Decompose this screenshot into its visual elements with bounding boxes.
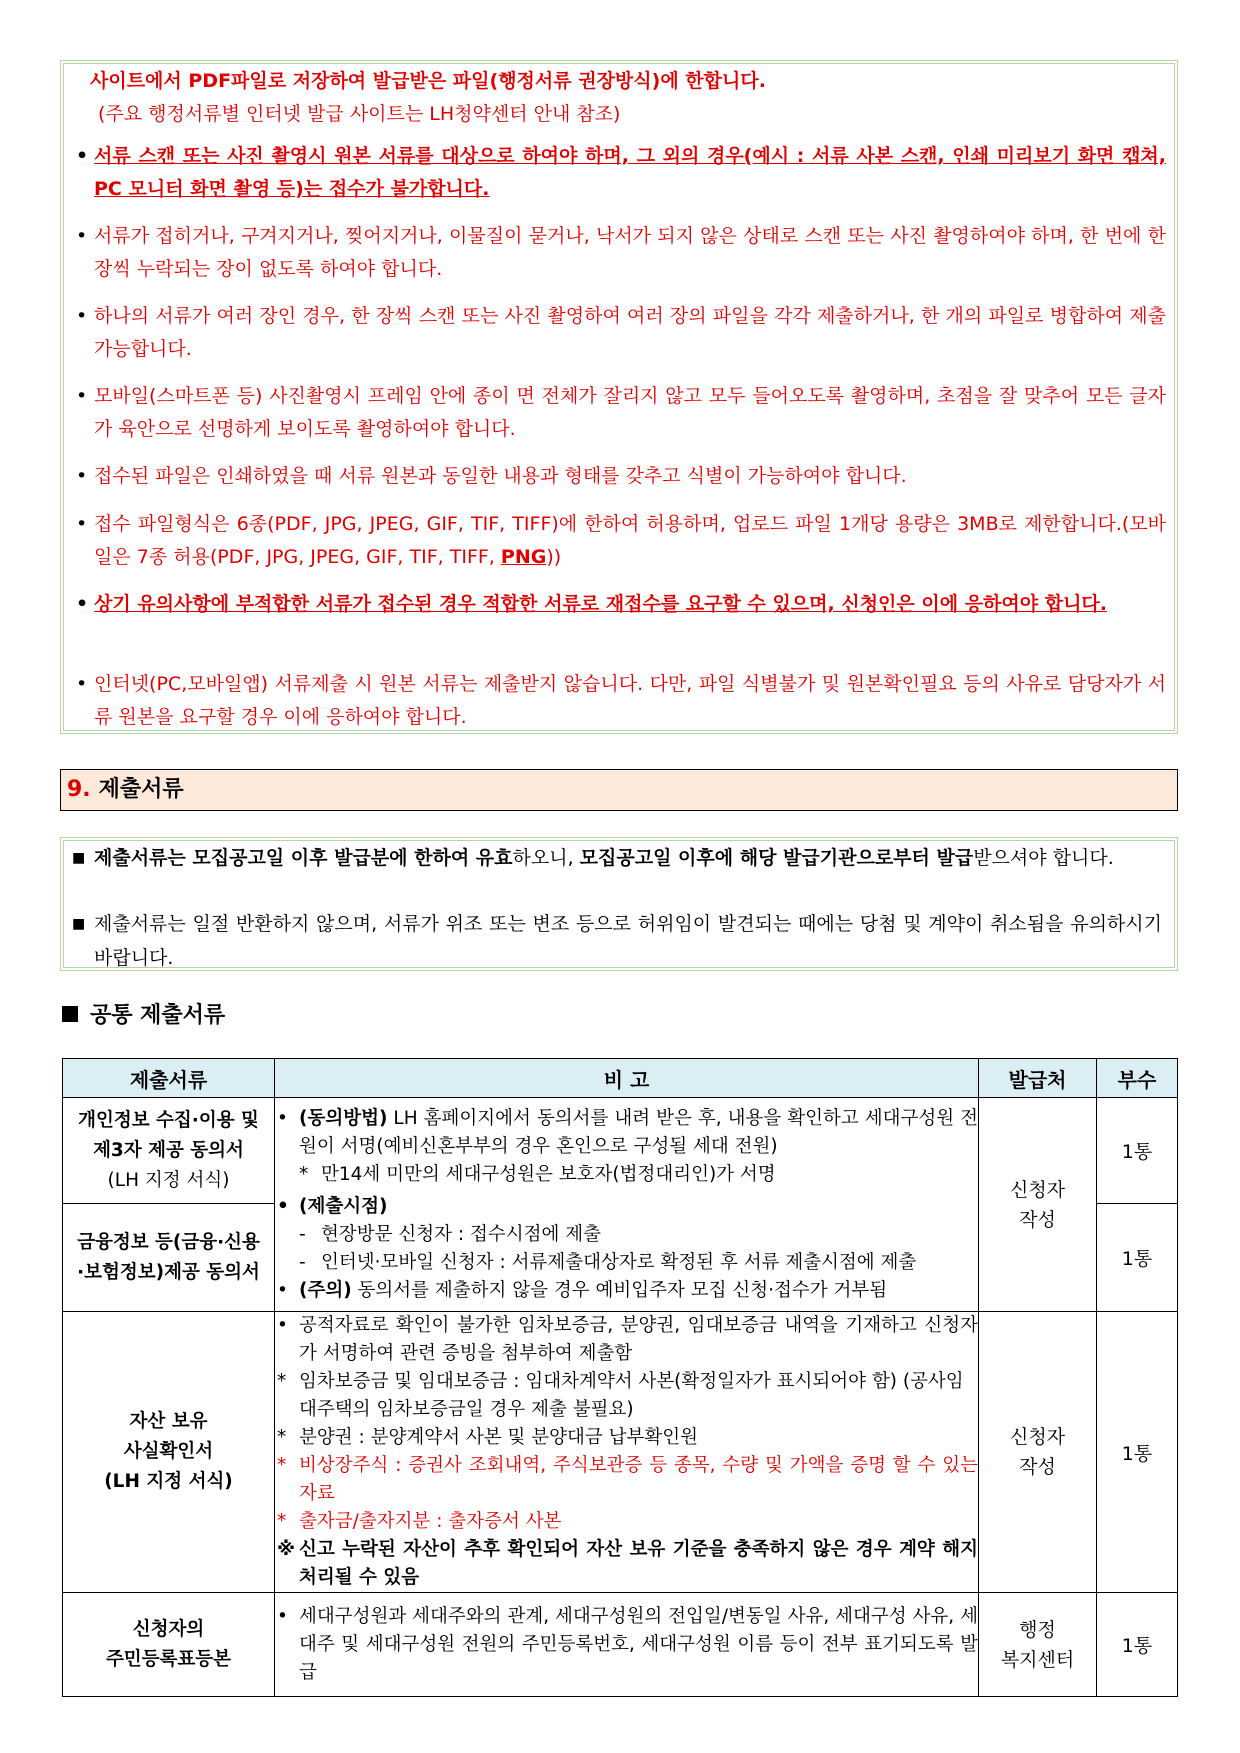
- documents-table: [62, 1058, 1178, 1697]
- png-format: PNG: [500, 546, 547, 568]
- info-item-2: ■ 제출서류는 일절 반환하지 않으며, 서류가 위조 또는 변조 등으로 허위임이 발견되는 때에는 당첨 및 계약이 취소됨을 유의하시기 바랍니다.: [72, 907, 1162, 975]
- square-bullet: ■: [72, 850, 86, 866]
- table-row: [63, 1593, 1178, 1697]
- bullet-mark: •: [76, 225, 88, 247]
- header-issuer: 발급처: [979, 1059, 1097, 1098]
- bullet-mark: •: [76, 145, 89, 167]
- count-cell: 1통: [1097, 1098, 1178, 1204]
- notice-item-7: • 상기 유의사항에 부적합한 서류가 접수된 경우 적합한 서류로 재접수를 요구할 수 있으며, 신청인은 이에 응하여야 합니다.: [76, 588, 1166, 621]
- section-title: 제출서류: [98, 777, 184, 802]
- notice-item-1: • 서류 스캔 또는 사진 촬영시 원본 서류를 대상으로 하여야 하며, 그 외의 경우(예시 : 서류 사본 스캔, 인쇄 미리보기 화면 캡쳐, PC 모니터 화면 촬영 등)는 접수가 불가합니다.: [76, 140, 1166, 206]
- square-bullet: ■: [72, 916, 86, 932]
- notice-item-3: • 하나의 서류가 여러 장인 경우, 한 장씩 스캔 또는 사진 촬영하여 여러 장의 파일을 각각 제출하거나, 한 개의 파일로 병합하여 제출 가능합니다.: [76, 300, 1166, 366]
- notice-item-8: • 인터넷(PC,모바일앱) 서류제출 시 원본 서류는 제출받지 않습니다. 다만, 파일 식별불가 및 원본확인필요 등의 사유로 담당자가 서류 원본을 요구할 경우 이에 응하여야 합니다.: [76, 668, 1166, 734]
- common-docs-heading: 공통 제출서류: [62, 998, 225, 1029]
- doc-name-cell: 신청자의 주민등록표등본: [63, 1593, 275, 1697]
- notice-item-5: • 접수된 파일은 인쇄하였을 때 서류 원본과 동일한 내용과 형태를 갖추고 식별이 가능하여야 합니다.: [76, 460, 1166, 493]
- notice-line-2: (주요 행정서류별 인터넷 발급 사이트는 LH청약센터 안내 참조): [98, 103, 621, 125]
- issuer-cell: 신청자 작성: [979, 1098, 1097, 1312]
- notice-item-2: • 서류가 접히거나, 구겨지거나, 찢어지거나, 이물질이 묻거나, 낙서가 되지 않은 상태로 스캔 또는 사진 촬영하여야 하며, 한 번에 한 장씩 누락되는 장이 없도록 하여야 합니다.: [76, 220, 1166, 286]
- issuer-cell: 신청자 작성: [979, 1312, 1097, 1593]
- info-item-1: ■ 제출서류는 모집공고일 이후 발급분에 한하여 유효하오니, 모집공고일 이후에 해당 발급기관으로부터 발급받으셔야 합니다.: [72, 841, 1162, 875]
- notice-item-6: • 접수 파일형식은 6종(PDF, JPG, JPEG, GIF, TIF, TIFF)에 한하여 허용하며, 업로드 파일 1개당 용량은 3MB로 제한합니다.(모바일은 7종 허용(PDF, JPG, JPEG, GIF, TIF, TIFF, PNG)): [76, 508, 1166, 574]
- notice-box: [60, 60, 1178, 734]
- consent-remarks-cell: • (동의방법) LH 홈페이지에서 동의서를 내려 받은 후, 내용을 확인하고 세대구성원 전원이 서명(예비신혼부부의 경우 혼인으로 구성될 세대 전원) * 만14세 미만의 세대구성원은 보호자(법정대리인)가 서명 • (제출시점) - 현장방문 신청자 : 접수시점에 제출 - 인터넷·모바일 신청자 : 서류제출대상자로 확정된 후 서류 제출시점에 제출 • (주의) 동의서를 제출하지 않을 경우 예비입주자 모집 신청·접수가 거부됨: [275, 1098, 979, 1312]
- bullet-mark: •: [76, 513, 88, 535]
- table-header-row: [63, 1059, 1178, 1098]
- header-document: 제출서류: [63, 1059, 275, 1098]
- count-cell: 1통: [1097, 1593, 1178, 1697]
- resident-remarks-cell: • 세대구성원과 세대주와의 관계, 세대구성원의 전입일/변동일 사유, 세대구성 사유, 세대주 및 세대구성원 전원의 주민등록번호, 세대구성원 이름 등이 전부 표기되도록 발급: [275, 1593, 979, 1697]
- bullet-mark: •: [76, 465, 88, 487]
- info-box: [60, 837, 1178, 971]
- doc-name-cell: 자산 보유 사실확인서 (LH 지정 서식): [63, 1312, 275, 1593]
- doc-name-cell: 개인정보 수집·이용 및 제3자 제공 동의서 (LH 지정 서식): [63, 1098, 275, 1204]
- bullet-mark: •: [76, 385, 88, 407]
- notice-item-4: • 모바일(스마트폰 등) 사진촬영시 프레임 안에 종이 면 전체가 잘리지 않고 모두 들어오도록 촬영하며, 초점을 잘 맞추어 모든 글자가 육안으로 선명하게 보이도록 촬영하여야 합니다.: [76, 380, 1166, 446]
- notice-line-1: 사이트에서 PDF파일로 저장하여 발급받은 파일(행정서류 권장방식)에 한합니다.: [90, 70, 766, 92]
- issuer-cell: 행정 복지센터: [979, 1593, 1097, 1697]
- count-cell: 1통: [1097, 1312, 1178, 1593]
- doc-name-cell: 금융정보 등(금융·신용 ·보험정보)제공 동의서: [63, 1204, 275, 1312]
- table-row: [63, 1098, 1178, 1204]
- section-number: 9.: [67, 777, 91, 802]
- asset-remarks-cell: • 공적자료로 확인이 불가한 임차보증금, 분양권, 임대보증금 내역을 기재하고 신청자가 서명하여 관련 증빙을 첨부하여 제출함 * 임차보증금 및 임대보증금 : 임대차계약서 사본(확정일자가 표시되어야 함) (공사임대주택의 임차보증금일 경우 제출 불필요) * 분양권 : 분양계약서 사본 및 분양대금 납부확인원 * 비상장주식 : 증권사 조회내역, 주식보관증 등 종목, 수량 및 가액을 증명 할 수 있는 자료 * 출자금/출자지분 : 출자증서 사본 ※ 신고 누락된 자산이 추후 확인되어 자산 보유 기준을 충족하지 않은 경우 계약 해지 처리될 수 있음: [275, 1312, 979, 1593]
- square-icon: [62, 1006, 78, 1022]
- bullet-mark: •: [76, 673, 88, 695]
- bullet-mark: •: [76, 593, 89, 615]
- section-header: [60, 769, 1178, 811]
- header-count: 부수: [1097, 1059, 1178, 1098]
- count-cell: 1통: [1097, 1204, 1178, 1312]
- table-row: [63, 1312, 1178, 1593]
- bullet-mark: •: [76, 305, 88, 327]
- header-remarks: 비 고: [275, 1059, 979, 1098]
